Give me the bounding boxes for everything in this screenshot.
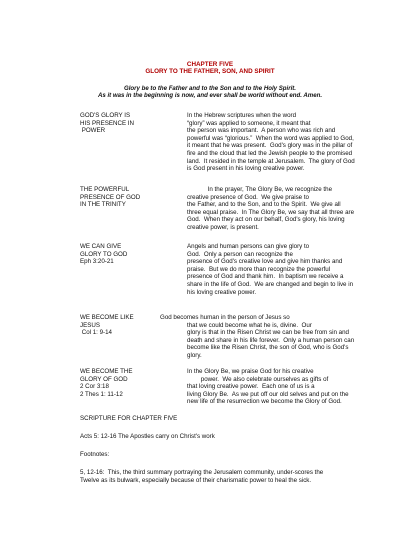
chapter-number: CHAPTER FIVE xyxy=(186,61,234,68)
section-4-heading: WE BECOME LIKE JESUS Col 1: 9-14 xyxy=(80,314,134,337)
section-3-body: Angels and human persons can give glory to God. Only a person can recognize the presence of God's creative love and give him thanks and praise. But we do more than recognize the powerful presence of God and thank him. In baptism we receive a share in the life of God. We are changed and begin to live in his loving creative power. xyxy=(187,243,354,296)
footnotes-label: Footnotes: xyxy=(80,451,110,458)
section-4-body: God becomes human in the person of Jesus so that we could become what he is, divine. Our glory is that in the Risen Christ we can be free from sin and death and share in his life forever. Only a human person can become like the Risen Christ, the son of God, who is God's glory. xyxy=(160,314,355,359)
section-1-body: In the Hebrew scriptures when the word “glory” was applied to someone, it meant that the person was important. A person who was rich and powerful was “glorious.” When the word was applied to God, it meant that he was present. God's glory was in the pillar of fire and the cloud that led the Jewish people to the promised land. It resided in the temple at Jerusalem. The glory of God is God present in his loving creative power. xyxy=(187,112,355,173)
glory-be-prayer-line-2: As it was in the beginning is now, and ever shall be world without end. Amen. xyxy=(97,92,323,99)
section-5-body: In the Glory Be, we praise God for his creative power. We also celebrate ourselves as gifts of that loving creative power. Each one of us is a living Glory Be. As we put off our old selves and put on the new life of the resurrection we become the Glory of God. xyxy=(187,368,349,406)
section-2-heading: THE POWERFUL PRESENCE OF GOD IN THE TRINITY xyxy=(80,186,141,209)
section-3-heading: WE CAN GIVE GLORY TO GOD Eph 3:20-21 xyxy=(80,243,128,266)
footnote-text: 5, 12-16: This, the third summary portraying the Jerusalem community, under-scores the Twelve as its bulwark, especially because of their charismatic power to heal the sick. xyxy=(80,469,324,484)
section-1-heading: GOD'S GLORY IS HIS PRESENCE IN POWER xyxy=(80,112,134,135)
section-5-heading: WE BECOME THE GLORY OF GOD 2 Cor 3:18 2 Thes 1: 11-12 xyxy=(80,368,133,398)
chapter-title: GLORY TO THE FATHER, SON, AND SPIRIT xyxy=(145,68,275,75)
glory-be-prayer-line-1: Glory be to the Father and to the Son and to the Holy Spirit. xyxy=(124,85,296,92)
scripture-entry: Acts 5: 12-16 The Apostles carry on Christ's work xyxy=(80,433,215,440)
scripture-heading: SCRIPTURE FOR CHAPTER FIVE xyxy=(80,415,178,422)
section-2-body: In the prayer, The Glory Be, we recognize the creative presence of God. We give praise to the Father, and to the Son, and to the Spirit. We give all three equal praise. In The Glory Be, we say that all three are God. When they act on our behalf, God's glory, his loving creative power, is present. xyxy=(187,186,355,231)
